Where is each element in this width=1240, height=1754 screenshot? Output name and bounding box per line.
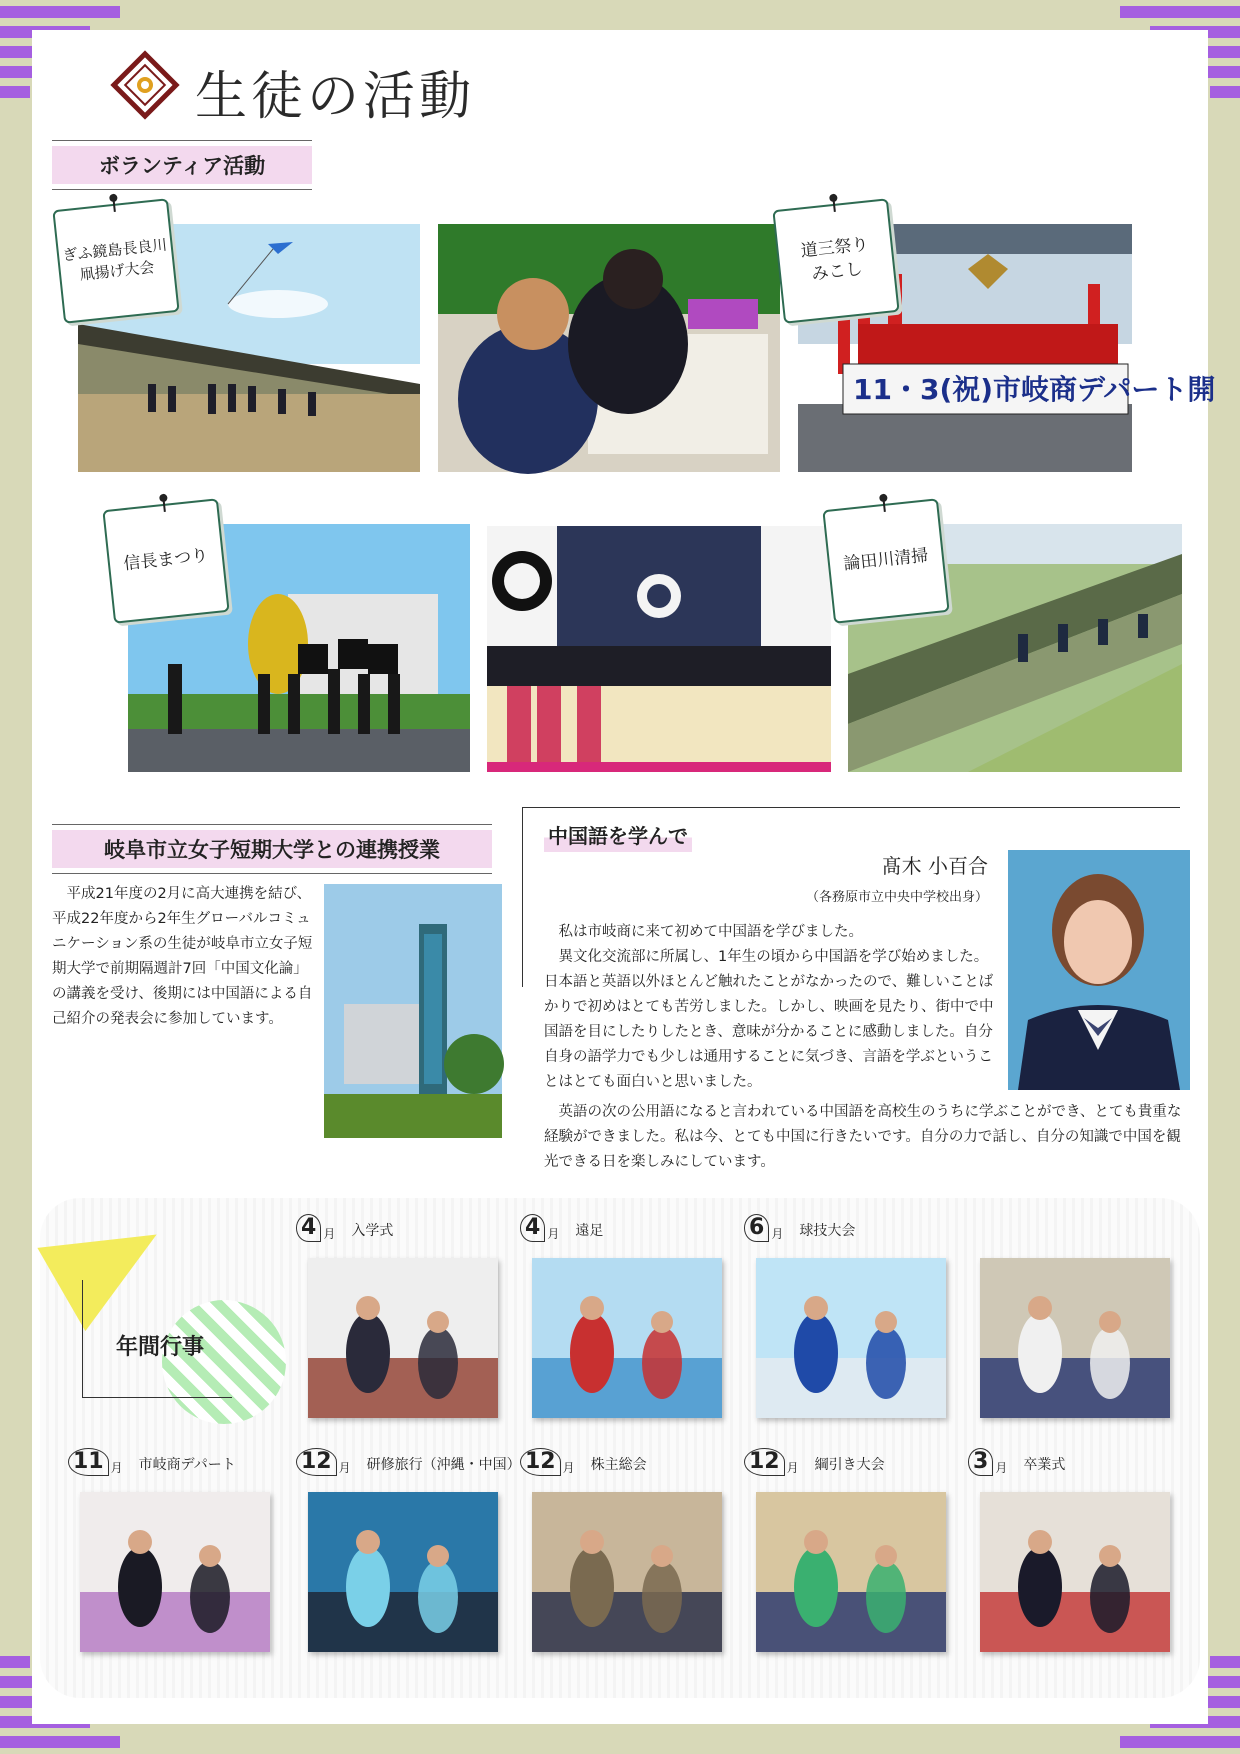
event-photo-7 [756,1492,946,1652]
event-month-unit: 月 [110,1461,123,1475]
tag-river-cleanup-label: 論田川清掃 [842,545,930,575]
event-month [520,1448,575,1476]
event-label-4 [68,1448,236,1476]
events-heading: 年間行事 [116,1335,205,1360]
tag-dosan-festival [772,198,899,324]
event-month-number: 11 [68,1448,109,1476]
chinese-section-frame [522,807,1180,808]
event-name: 卒業式 [1023,1457,1066,1473]
event-name: 遠足 [575,1223,604,1239]
chinese-paragraph-2: 英語の次の公用語になると言われている中国語を高校生のうちに学ぶことができ、とても貴重な経験ができました。私は今、とても中国に行きたいです。自分の力で話し、自分の知識で中国を観光できる日を楽しみにしています。 [544,1104,1182,1170]
event-label-7 [744,1448,885,1476]
event-label-8 [968,1448,1065,1476]
ceremony-photo [487,526,831,772]
event-month [296,1448,351,1476]
event-name: 綱引き大会 [814,1457,885,1473]
school-logo-icon [112,52,178,118]
event-month-unit: 月 [547,1227,560,1241]
student-school: （各務原市立中央中学校出身） [805,890,988,905]
event-month-unit: 月 [562,1461,575,1475]
page-sheet [32,30,1216,1724]
event-photo-8 [980,1492,1170,1652]
event-month-unit: 月 [786,1461,799,1475]
volunteer-heading-text: ボランティア活動 [98,154,266,178]
chinese-heading-text: 中国語を学んで [548,824,688,848]
tag-kite-festival [52,198,179,324]
event-photo-5 [308,1492,498,1652]
event-month [744,1448,799,1476]
event-month-number: 6 [744,1214,769,1242]
event-label-1 [520,1214,603,1242]
page-title: 生徒の活動 [195,67,476,127]
event-name: 株主総会 [590,1457,647,1473]
event-photo-1 [532,1258,722,1418]
event-name: 市岐商デパート [138,1457,236,1473]
event-photo-4 [80,1492,270,1652]
event-month [968,1448,1007,1476]
event-label-5 [296,1448,521,1476]
collab-text: 平成21年度の2月に高大連携を結び、平成22年度から2年生グローバルコミュニケーション系の生徒が岐阜市立女子短期大学で前期隔週計7回「中国文化論」の講義を受け、後期には中国語による自己紹介の発表会に参加しています。 [52,886,313,1027]
event-name: 入学式 [351,1223,394,1239]
tag-nobunaga-festival-label: 信長まつり [122,545,210,575]
event-photo-6 [532,1492,722,1652]
event-name: 球技大会 [799,1223,856,1239]
event-label-2 [744,1214,855,1242]
event-month-number: 12 [296,1448,337,1476]
chinese-paragraph-1: 私は市岐商に来て初めて中国語を学びました。 異文化交流部に所属し、1年生の頃から中国語を学び始めました。日本語と英語以外ほとんど触れたことがなかったので、難しいことばかりで初めはとても苦労しました。しかし、映画を見たり、街中で中国語を目にしたりしたとき、意味が分かることに感動しました。自分自身の語学力でも少しは通用することに気づき、言語を学ぶということはとても面白いと思いました。 [544,924,994,1090]
parade-banner-text: 11・3(祝)市岐商デパート開 [853,373,1216,406]
event-photo-3 [980,1258,1170,1418]
tag-dosan-festival-label: 道三祭り みこし [799,234,870,285]
event-month [296,1214,335,1242]
chinese-section-frame-left [522,807,523,987]
event-month [68,1448,123,1476]
event-month-number: 4 [520,1214,545,1242]
student-name: 髙木 小百合 [881,854,988,878]
event-photo-2 [756,1258,946,1418]
event-month-unit: 月 [995,1461,1008,1475]
college-monument-photo [324,884,502,1138]
event-month-unit: 月 [338,1461,351,1475]
event-month [744,1214,783,1242]
kite-making-photo [438,224,780,472]
student-portrait [1008,850,1190,1090]
event-photo-0 [308,1258,498,1418]
event-label-6 [520,1448,647,1476]
tag-river-cleanup [822,498,949,624]
event-month-unit: 月 [771,1227,784,1241]
collab-heading-text: 岐阜市立女子短期大学との連携授業 [104,838,440,862]
chinese-heading [544,820,692,852]
volunteer-heading [52,146,312,184]
event-month [520,1214,559,1242]
collab-heading [52,830,492,868]
event-month-number: 4 [296,1214,321,1242]
event-name: 研修旅行（沖縄・中国） [366,1457,521,1473]
event-month-number: 12 [520,1448,561,1476]
event-label-0 [296,1214,393,1242]
event-month-unit: 月 [323,1227,336,1241]
event-month-number: 3 [968,1448,993,1476]
tag-nobunaga-festival [102,498,229,624]
event-month-number: 12 [744,1448,785,1476]
tag-kite-festival-label: ぎふ鏡島長良川 凧揚げ大会 [61,235,169,284]
